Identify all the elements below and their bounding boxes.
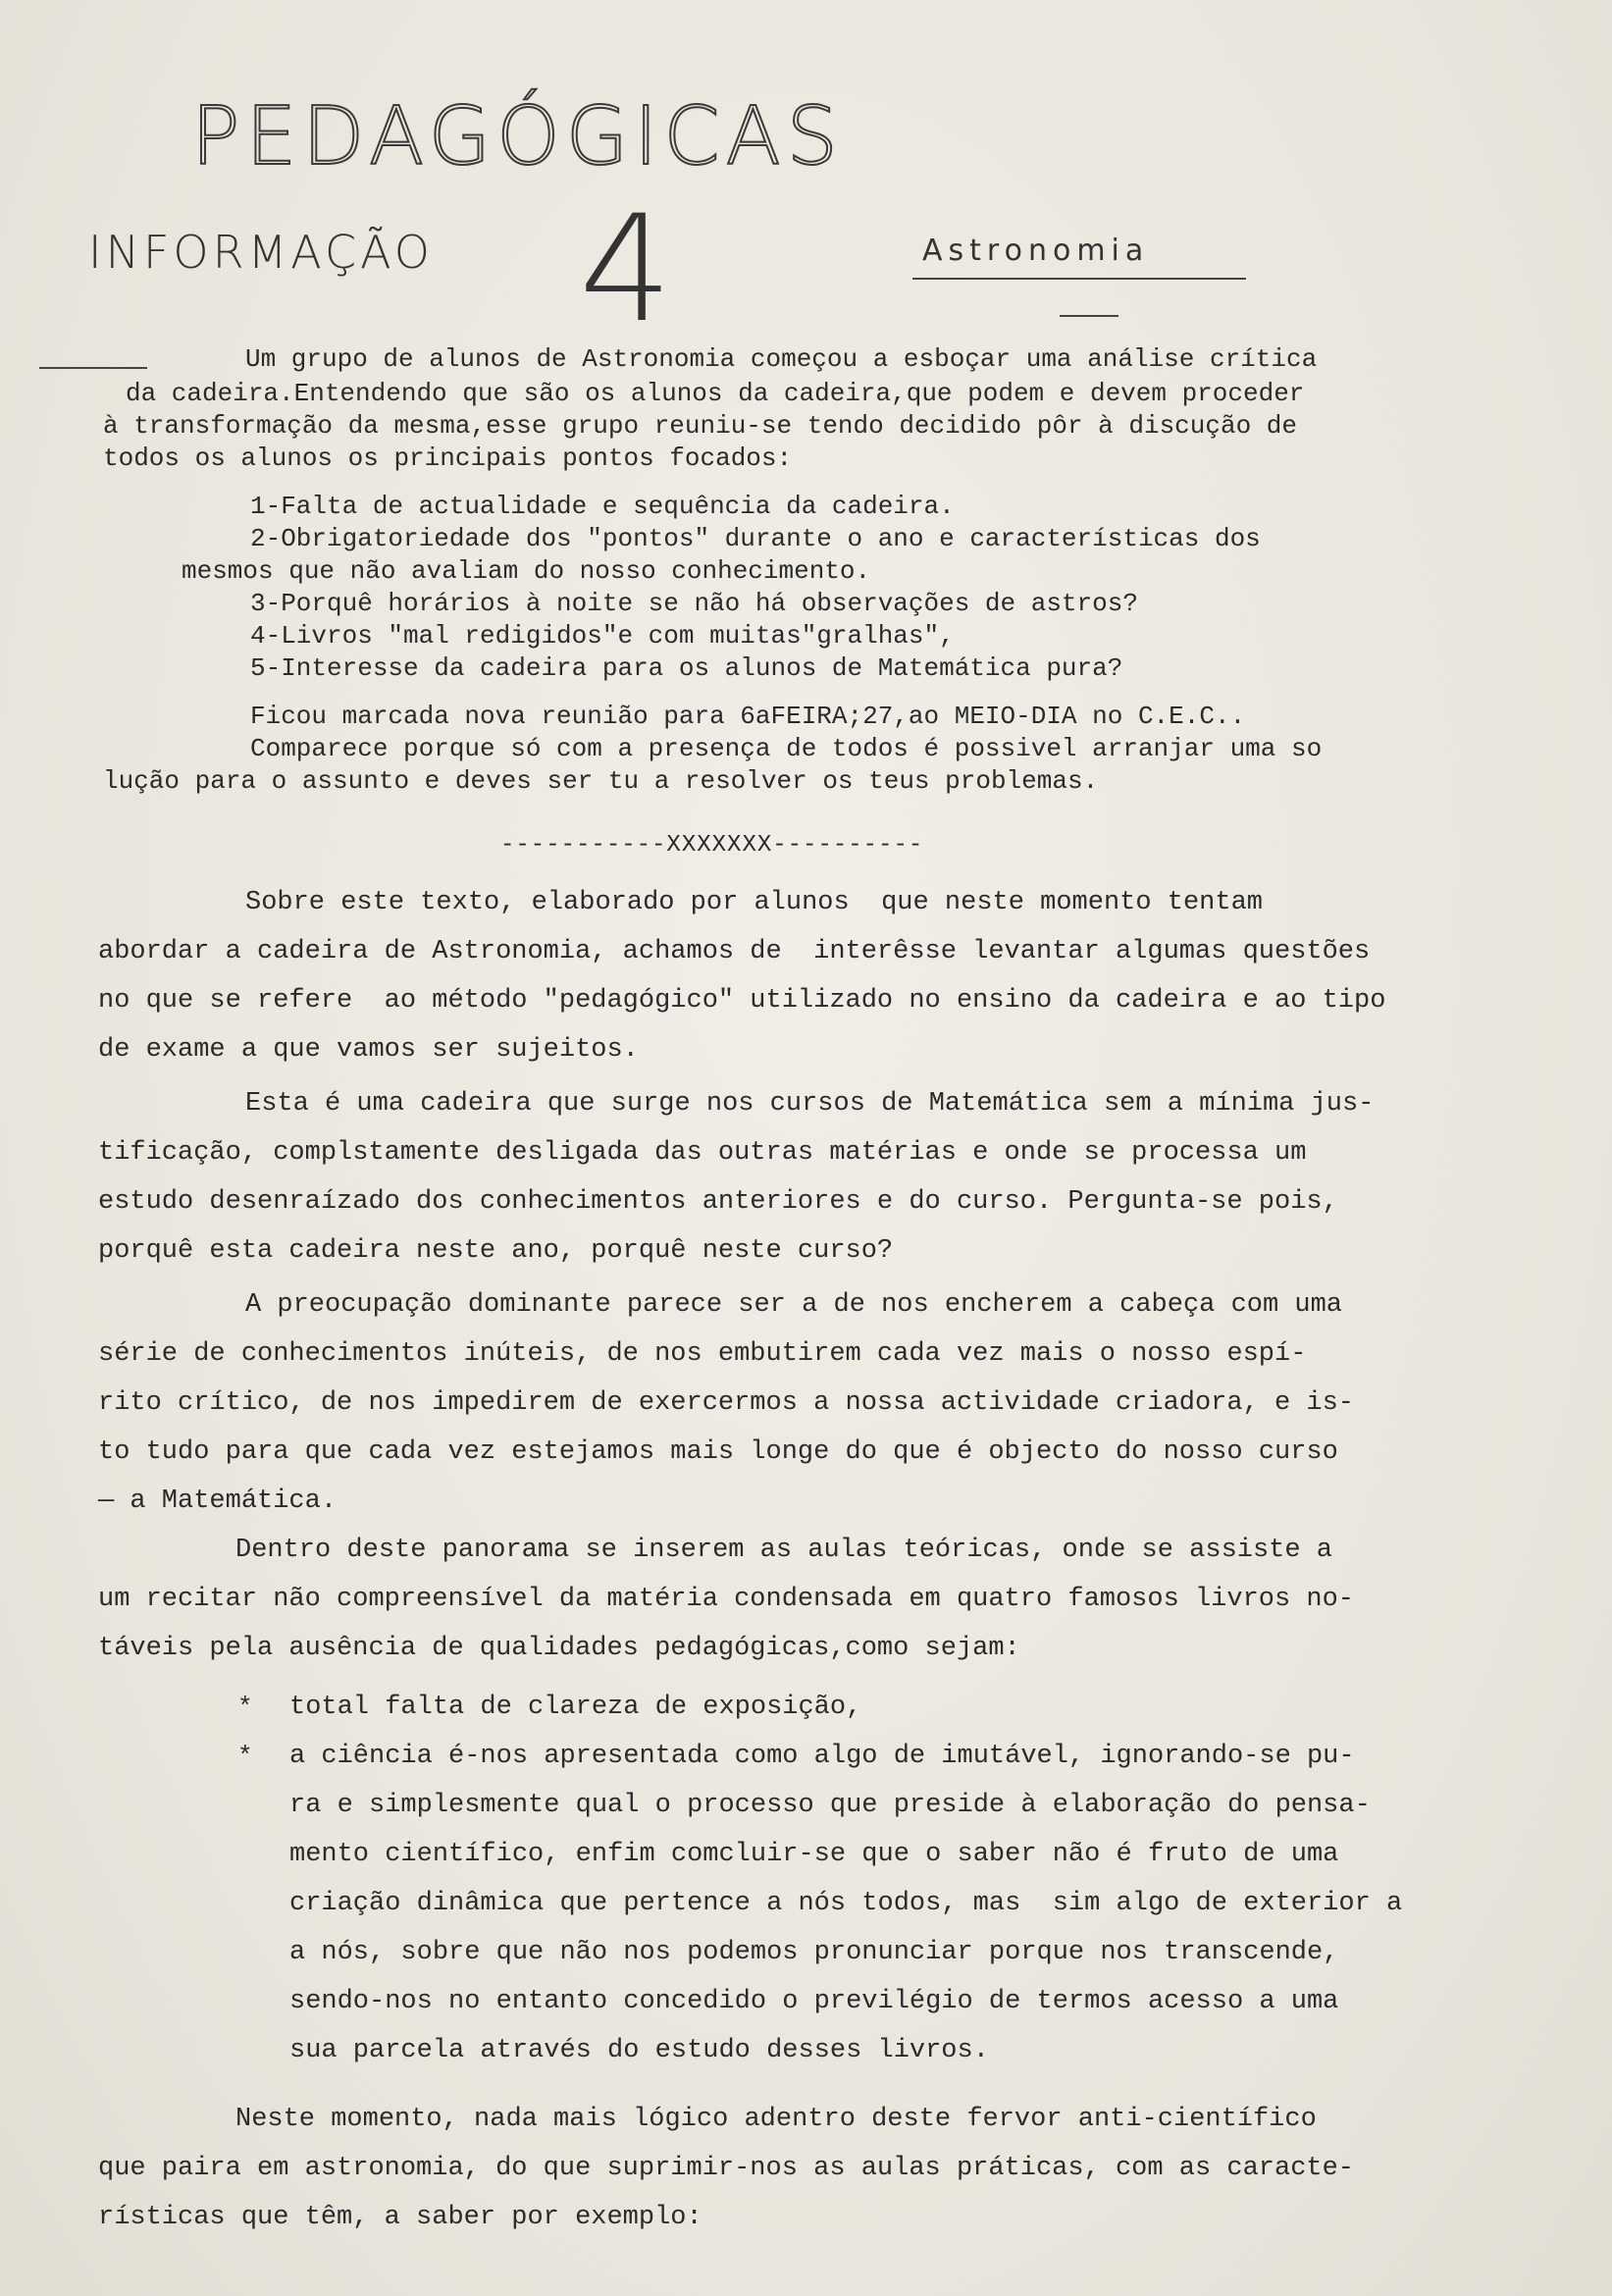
body-line: Neste momento, nada mais lógico adentro deste fervor anti-científico xyxy=(235,2105,1317,2134)
intro-line: Um grupo de alunos de Astronomia começou a esboçar uma análise crítica xyxy=(245,344,1318,374)
appeal-line: Comparece porque só com a presença de todos é possivel arranjar uma so xyxy=(250,734,1323,763)
intro-point: 1-Falta de actualidade e sequência da cadeira. xyxy=(250,492,955,521)
body-line: rito crítico, de nos impedirem de exercermos a nossa actividade criadora, e is- xyxy=(98,1388,1355,1418)
intro-line: à transformação da mesma,esse grupo reuniu-se tendo decidido pôr à discução de xyxy=(103,411,1297,441)
body-line: Dentro deste panorama se inserem as aulas teóricas, onde se assiste a xyxy=(235,1536,1332,1565)
topic-label: Astronomia xyxy=(922,234,1150,268)
bullet-marker: * xyxy=(237,1693,253,1722)
intro-line: todos os alunos os principais pontos focados: xyxy=(103,444,793,473)
body-line: táveis pela ausência de qualidades pedagógicas,como sejam: xyxy=(98,1634,1020,1663)
appeal-line: lução para o assunto e deves ser tu a resolver os teus problemas. xyxy=(103,766,1099,796)
bullet-marker: * xyxy=(237,1742,253,1771)
intro-point: 2-Obrigatoriedade dos "pontos" durante o ano e características dos xyxy=(250,524,1261,553)
bullet-line: a ciência é-nos apresentada como algo de imutável, ignorando-se pu- xyxy=(289,1742,1355,1771)
bullet-line: criação dinâmica que pertence a nós todos, mas sim algo de exterior a xyxy=(289,1889,1403,1918)
body-line: que paira em astronomia, do que suprimir-nos as aulas práticas, com as caracte- xyxy=(98,2154,1355,2183)
body-line: to tudo para que cada vez estejamos mais longe do que é objecto do nosso curso xyxy=(98,1437,1338,1467)
bullet-line: sendo-nos no entanto concedido o previlégio de termos acesso a uma xyxy=(289,1987,1339,2016)
bullet-line: a nós, sobre que não nos podemos pronunciar porque nos transcende, xyxy=(289,1938,1339,1967)
body-line: abordar a cadeira de Astronomia, achamos de interêsse levantar algumas questões xyxy=(98,937,1371,966)
scribble-mark xyxy=(39,367,147,369)
body-line: Esta é uma cadeira que surge nos cursos de Matemática sem a mínima jus- xyxy=(245,1089,1375,1119)
topic-underline-short xyxy=(1060,315,1118,317)
document-title: PEDAGÓGICAS xyxy=(191,90,844,183)
body-line: rísticas que têm, a saber por exemplo: xyxy=(98,2203,702,2232)
intro-point: 5-Interesse da cadeira para os alunos de Matemática pura? xyxy=(250,653,1123,683)
body-line: um recitar não compreensível da matéria condensada em quatro famosos livros no- xyxy=(98,1585,1355,1614)
body-line: — a Matemática. xyxy=(98,1487,338,1516)
section-separator: -----------XXXXXXX---------- xyxy=(500,832,924,859)
meeting-notice: Ficou marcada nova reunião para 6aFEIRA;27,ao MEIO-DIA no C.E.C.. xyxy=(250,702,1246,731)
intro-point: mesmos que não avaliam do nosso conhecimento. xyxy=(182,556,871,586)
body-line: porquê esta cadeira neste ano, porquê neste curso? xyxy=(98,1236,894,1266)
issue-number: 4 xyxy=(579,184,673,355)
body-line: A preocupação dominante parece ser a de nos encherem a cabeça com uma xyxy=(245,1290,1342,1320)
intro-point: 3-Porquê horários à noite se não há observações de astros? xyxy=(250,589,1138,618)
bullet-line: ra e simplesmente qual o processo que preside à elaboração do pensa- xyxy=(289,1791,1371,1820)
bullet-line: sua parcela através do estudo desses livros. xyxy=(289,2036,989,2065)
body-line: de exame a que vamos ser sujeitos. xyxy=(98,1035,639,1065)
intro-point: 4-Livros "mal redigidos"e com muitas"gralhas", xyxy=(250,621,955,651)
body-line: série de conhecimentos inúteis, de nos embutirem cada vez mais o nosso espí- xyxy=(98,1339,1307,1369)
topic-underline xyxy=(912,278,1246,280)
intro-line: da cadeira.Entendendo que são os alunos da cadeira,que podem e devem proceder xyxy=(126,379,1305,408)
body-line: no que se refere ao método "pedagógico" utilizado no ensino da cadeira e ao tipo xyxy=(98,986,1386,1016)
body-line: tificação, complstamente desligada das outras matérias e onde se processa um xyxy=(98,1138,1307,1168)
body-line: Sobre este texto, elaborado por alunos que neste momento tentam xyxy=(245,888,1263,917)
bullet-line: mento científico, enfim comcluir-se que o saber não é fruto de uma xyxy=(289,1840,1339,1869)
bullet-line: total falta de clareza de exposição, xyxy=(289,1693,862,1722)
body-line: estudo desenraízado dos conhecimentos anteriores e do curso. Pergunta-se pois, xyxy=(98,1187,1338,1217)
document-subtitle: INFORMAÇÃO xyxy=(88,226,434,279)
